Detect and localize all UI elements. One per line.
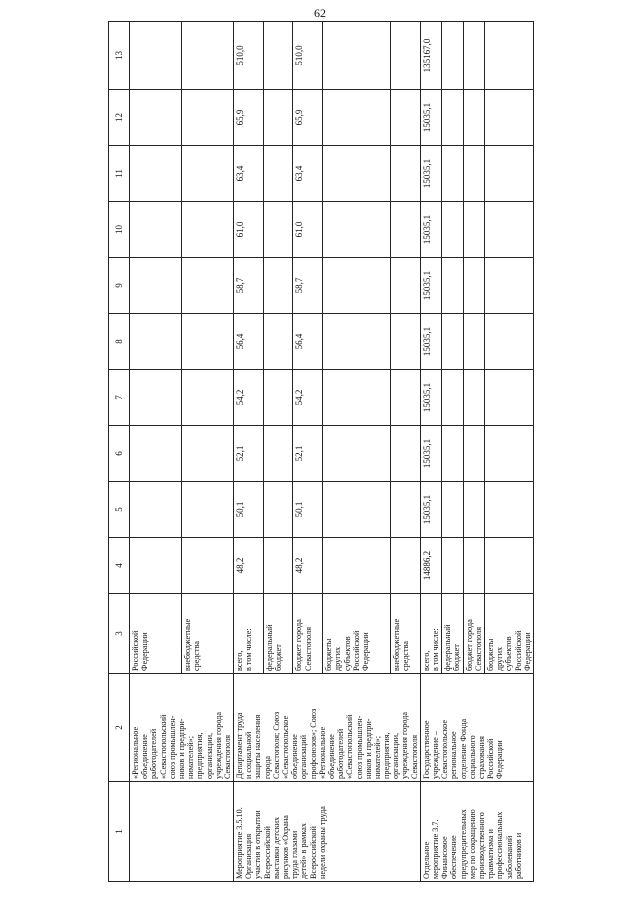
value-cell: 48,2 (234, 538, 264, 594)
value-cell (263, 370, 293, 426)
value-cell (391, 90, 421, 146)
col-header: 10 (109, 202, 130, 258)
value-cell: 56,4 (234, 314, 264, 370)
funding-source-cell: всего, в том числе: (234, 594, 264, 674)
value-cell (463, 426, 484, 482)
value-cell (323, 146, 391, 202)
value-cell (130, 22, 182, 90)
funding-source-cell: федеральный бюджет (442, 594, 463, 674)
value-cell: 15035,1 (420, 426, 441, 482)
value-cell: 50,1 (234, 482, 264, 538)
value-cell: 63,4 (293, 146, 323, 202)
value-cell (182, 202, 234, 258)
value-cell (182, 90, 234, 146)
page-number: 62 (314, 6, 326, 20)
funding-source-cell: бюджеты других субъектов Российской Федерации (323, 594, 391, 674)
value-cell (130, 370, 182, 426)
value-cell (442, 314, 463, 370)
value-cell (484, 538, 533, 594)
value-cell (463, 538, 484, 594)
value-cell (130, 482, 182, 538)
value-cell (182, 426, 234, 482)
value-cell: 15035,1 (420, 314, 441, 370)
value-cell: 135167,0 (420, 22, 441, 90)
funding-source-cell: Российской Федерации (130, 594, 182, 674)
col-header: 1 (109, 782, 130, 882)
value-cell: 15035,1 (420, 482, 441, 538)
value-cell (391, 146, 421, 202)
value-cell: 14886,2 (420, 538, 441, 594)
funding-source-cell: внебюджетные средства (182, 594, 234, 674)
funding-source-cell: бюджет города Севастополя (463, 594, 484, 674)
value-cell: 58,7 (234, 258, 264, 314)
col-header: 5 (109, 482, 130, 538)
value-cell (442, 146, 463, 202)
value-cell (263, 22, 293, 90)
funding-source-cell: внебюджетные средства (391, 594, 421, 674)
value-cell (391, 22, 421, 90)
value-cell (263, 538, 293, 594)
header-row (109, 22, 130, 882)
value-cell (182, 370, 234, 426)
funding-source-cell: бюджеты других субъектов Российской Федерации (484, 594, 533, 674)
value-cell (182, 146, 234, 202)
value-cell (130, 426, 182, 482)
rotated-table-container (108, 22, 532, 882)
value-cell (442, 370, 463, 426)
value-cell (182, 314, 234, 370)
table-row (420, 22, 441, 882)
value-cell (442, 258, 463, 314)
value-cell (484, 22, 533, 90)
value-cell: 510,0 (234, 22, 264, 90)
value-cell (263, 426, 293, 482)
value-cell (391, 426, 421, 482)
value-cell: 15035,1 (420, 370, 441, 426)
value-cell (484, 258, 533, 314)
top-measure-cell (130, 782, 234, 882)
funding-source-cell: бюджет города Севастополя (293, 594, 323, 674)
value-cell (323, 538, 391, 594)
value-cell: 61,0 (234, 202, 264, 258)
col-header: 2 (109, 674, 130, 782)
value-cell (263, 258, 293, 314)
value-cell: 15035,1 (420, 258, 441, 314)
value-cell (323, 22, 391, 90)
value-cell: 65,9 (293, 90, 323, 146)
funding-table (108, 21, 534, 882)
value-cell (263, 314, 293, 370)
value-cell (130, 538, 182, 594)
value-cell (182, 22, 234, 90)
col-header: 11 (109, 146, 130, 202)
value-cell: 15035,1 (420, 90, 441, 146)
value-cell (130, 202, 182, 258)
value-cell (463, 482, 484, 538)
value-cell (323, 370, 391, 426)
value-cell (484, 426, 533, 482)
value-cell (323, 258, 391, 314)
value-cell: 15035,1 (420, 202, 441, 258)
value-cell (182, 538, 234, 594)
value-cell (484, 90, 533, 146)
value-cell (442, 22, 463, 90)
value-cell (182, 258, 234, 314)
value-cell: 61,0 (293, 202, 323, 258)
value-cell (463, 22, 484, 90)
value-cell: 15035,1 (420, 146, 441, 202)
value-cell (182, 482, 234, 538)
funding-source-cell: федеральный бюджет (263, 594, 293, 674)
value-cell (263, 90, 293, 146)
value-cell: 65,9 (234, 90, 264, 146)
value-cell (130, 90, 182, 146)
value-cell: 54,2 (293, 370, 323, 426)
value-cell (484, 202, 533, 258)
value-cell: 48,2 (293, 538, 323, 594)
value-cell (463, 90, 484, 146)
col-header: 12 (109, 90, 130, 146)
value-cell (391, 482, 421, 538)
value-cell: 54,2 (234, 370, 264, 426)
value-cell (484, 146, 533, 202)
value-cell (130, 146, 182, 202)
col-header: 4 (109, 538, 130, 594)
value-cell: 50,1 (293, 482, 323, 538)
value-cell (130, 258, 182, 314)
value-cell (323, 90, 391, 146)
value-cell: 63,4 (234, 146, 264, 202)
value-cell: 510,0 (293, 22, 323, 90)
value-cell (323, 426, 391, 482)
value-cell (263, 482, 293, 538)
measure-3-5-10-measure-cell: Мероприятие 3.5.10. Организация участия в открытии Всероссийской выставки детских рисунков «Охрана труда глазами детей» в рамках Всероссийской недели охраны труда (234, 782, 421, 882)
value-cell (391, 314, 421, 370)
top-executor-cell: «Региональное объединение работодателей «Севастопольский союз промышлен- ников и предпри- нимателей»; предприятия, организации, учреждения города Севастополя (130, 674, 234, 782)
col-header: 8 (109, 314, 130, 370)
table-row (234, 22, 264, 882)
value-cell (391, 258, 421, 314)
value-cell (463, 314, 484, 370)
col-header: 9 (109, 258, 130, 314)
value-cell (484, 314, 533, 370)
measure-3-7-measure-cell: Отдельное мероприятие 3.7. Финансовое обеспечение предупредительных мер по сокращению производственного травматизма и профессиональных заболеваний работников и (420, 782, 533, 882)
value-cell (484, 482, 533, 538)
value-cell (463, 146, 484, 202)
value-cell (391, 202, 421, 258)
value-cell (442, 426, 463, 482)
measure-3-7-executor-cell: Государственное учреждение – Севастопольское региональное отделение Фонда социального страхования Российской Федерации (420, 674, 533, 782)
value-cell: 52,1 (234, 426, 264, 482)
value-cell (323, 314, 391, 370)
value-cell (442, 482, 463, 538)
table-row (130, 22, 182, 882)
value-cell (323, 202, 391, 258)
col-header: 6 (109, 426, 130, 482)
value-cell (484, 370, 533, 426)
value-cell: 52,1 (293, 426, 323, 482)
value-cell: 56,4 (293, 314, 323, 370)
value-cell (391, 538, 421, 594)
value-cell: 58,7 (293, 258, 323, 314)
col-header: 3 (109, 594, 130, 674)
value-cell (130, 314, 182, 370)
measure-3-5-10-executor-cell: Департамент труда и социальной защиты населения города Севастополя; Союз «Севастопольское объединение организаций профсоюзов»; Союз «Региональное объединение работодателей «Севастопольский союз промышлен- ников и предпри- нимателей»; предприятия, организации, учреждения города Севастополя (234, 674, 421, 782)
value-cell (463, 258, 484, 314)
value-cell (463, 202, 484, 258)
value-cell (463, 370, 484, 426)
value-cell (323, 482, 391, 538)
col-header: 7 (109, 370, 130, 426)
value-cell (391, 370, 421, 426)
value-cell (442, 538, 463, 594)
value-cell (442, 202, 463, 258)
value-cell (442, 90, 463, 146)
col-header: 13 (109, 22, 130, 90)
value-cell (263, 202, 293, 258)
value-cell (263, 146, 293, 202)
funding-source-cell: всего, в том числе: (420, 594, 441, 674)
